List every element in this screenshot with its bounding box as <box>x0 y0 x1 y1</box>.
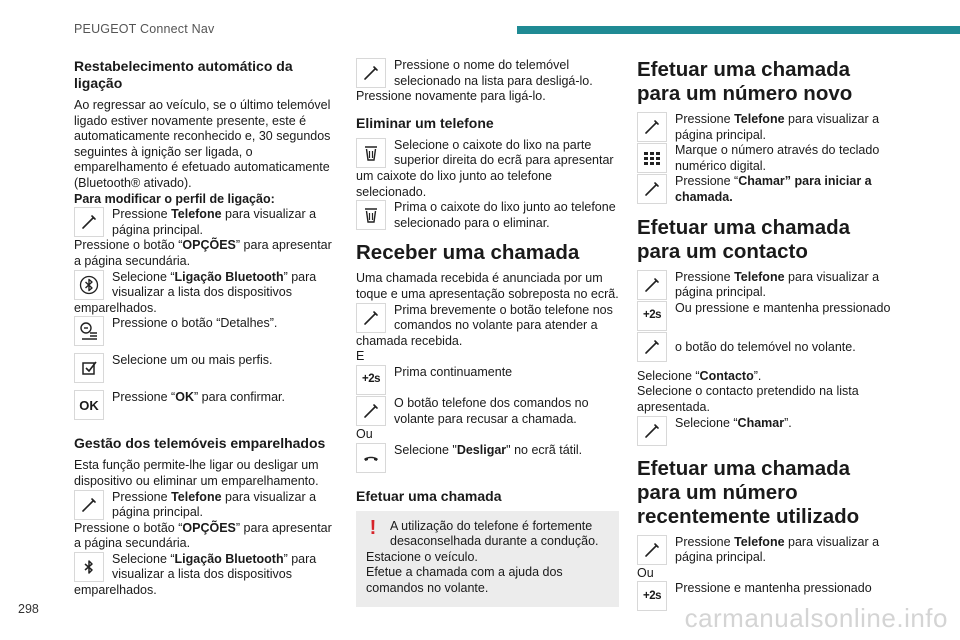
section-title-recent: Efetuar uma chamada para um número recentemente utilizado <box>637 456 860 528</box>
column-3 <box>637 58 899 612</box>
pencil-icon <box>637 535 667 565</box>
section-title-restore: Restabelecimento automático da ligação <box>74 58 293 91</box>
step-reject: O botão telefone dos comandos no volante para recusar a chamada. <box>356 396 619 427</box>
step-recent-telefone: Pressione Telefone para visualizar a página principal. <box>637 535 899 566</box>
step-contact-call: Selecione “Chamar”. <box>637 416 899 447</box>
step-manage-bluetooth: Selecione “Ligação Bluetooth” para visualizar a lista dos dispositivos emparelhados. <box>74 551 317 598</box>
step-new-telefone: Pressione Telefone para visualizar a página principal. <box>637 112 899 143</box>
pencil-icon <box>74 207 104 237</box>
step-press-name: Pressione o nome do telemóvel selecionado na lista para desligá-lo. <box>356 58 619 89</box>
hold-2s-icon: +2s <box>637 301 667 331</box>
pencil-icon <box>356 58 386 88</box>
step-ok: OK Pressione “OK” para confirmar. <box>74 390 336 421</box>
step-steering-button: o botão do telemóvel no volante. <box>637 332 899 363</box>
step-manage-options: Pressione o botão “OPÇÕES” para apresentar a página secundária. <box>74 520 332 551</box>
keypad-icon <box>637 143 667 173</box>
column-1 <box>74 58 336 599</box>
step-contact-telefone: Pressione Telefone para visualizar a página principal. <box>637 270 899 301</box>
warning-text-1: A utilização do telefone é fortemente desaconselhada durante a condução. <box>390 518 599 549</box>
press-again-text: Pressione novamente para ligá-lo. <box>356 89 546 104</box>
modify-profile-title: Para modificar o perfil de ligação: <box>74 191 275 206</box>
step-delete-select: Selecione o caixote do lixo na parte superior direita do ecrã para apresentar um caixote do lixo junto ao telefone selecionado. <box>356 137 614 199</box>
warning-text-2: Estacione o veículo. <box>366 549 478 564</box>
hold-2s-icon: +2s <box>637 581 667 611</box>
step-answer: Prima brevemente o botão telefone nos comandos no volante para atender a chamada recebida. <box>356 302 613 348</box>
select-contact-text: Selecione “Contacto”. <box>637 368 762 383</box>
pencil-icon <box>637 174 667 204</box>
ok-button-icon: OK <box>74 390 104 420</box>
pencil-icon <box>637 112 667 142</box>
pencil-icon <box>74 490 104 520</box>
step-keypad: Marque o número através do teclado numérico digital. <box>637 143 899 174</box>
header-accent-bar <box>517 26 960 34</box>
step-press-hold: +2s Prima continuamente <box>356 365 619 396</box>
page-header-title: PEUGEOT Connect Nav <box>74 22 215 36</box>
warning-box <box>356 511 619 607</box>
section-title-receive: Receber uma chamada <box>356 241 580 265</box>
trash-icon <box>356 200 386 230</box>
or-text: Ou <box>356 427 373 442</box>
step-hangup: Selecione "Desligar" no ecrã tátil. <box>356 443 619 474</box>
pencil-icon <box>637 332 667 362</box>
step-recent-hold: +2s Pressione e mantenha pressionado <box>637 581 899 612</box>
checkbox-icon <box>74 353 104 383</box>
step-bluetooth: Selecione “Ligação Bluetooth” para visualizar a lista dos dispositivos emparelhados. <box>74 269 317 315</box>
step-delete-press: Prima o caixote do lixo junto ao telefone selecionado para o eliminar. <box>356 200 619 231</box>
warning-icon: ! <box>369 518 377 539</box>
pencil-icon <box>356 303 386 333</box>
step-call: Pressione “Chamar” para iniciar a chamada. <box>637 174 899 205</box>
details-list-icon <box>74 316 104 346</box>
step-details: Pressione o botão “Detalhes”. <box>74 316 336 347</box>
pencil-icon <box>637 270 667 300</box>
section-title-manage: Gestão dos telemóveis emparelhados <box>74 435 326 452</box>
column-2 <box>356 58 619 607</box>
manage-text: Esta função permite-lhe ligar ou desligar um dispositivo ou eliminar um emparelhamento. <box>74 458 319 488</box>
pencil-icon <box>356 396 386 426</box>
step-press-telefone: Pressione Telefone para visualizar a página principal. <box>74 207 336 238</box>
hang-up-icon <box>356 443 386 473</box>
step-select-profiles: Selecione um ou mais perfis. <box>74 353 336 384</box>
step-manage-telefone: Pressione Telefone para visualizar a página principal. <box>74 490 336 521</box>
hold-2s-icon: +2s <box>356 365 386 395</box>
section-title-new-number: Efetuar uma chamada para um número novo <box>637 58 853 105</box>
receive-text: Uma chamada recebida é anunciada por um toque e uma apresentação sobreposta no ecrã. <box>356 271 619 301</box>
pencil-icon <box>637 416 667 446</box>
and-text: E <box>356 349 365 364</box>
section-title-contact: Efetuar uma chamada para um contacto <box>637 215 851 263</box>
page-number: 298 <box>18 602 39 616</box>
recent-or-text: Ou <box>637 565 654 580</box>
step-contact-hold: +2s Ou pressione e mantenha pressionado <box>637 301 899 332</box>
select-desired-contact-text: Selecione o contacto pretendido na lista apresentada. <box>637 384 859 414</box>
bluetooth-icon <box>74 552 104 582</box>
section-title-make-call: Efetuar uma chamada <box>356 487 502 504</box>
section-title-delete: Eliminar um telefone <box>356 114 494 131</box>
warning-text-3: Efetue a chamada com a ajuda dos comandos no volante. <box>366 565 563 596</box>
step-options: Pressione o botão “OPÇÕES” para apresentar a página secundária. <box>74 238 332 268</box>
restore-text: Ao regressar ao veículo, se o último telemóvel ligado estiver novamente presente, este é automaticamente reconhecido e, 30 segundos seguintes à ignição ser ligada, o emparelhamento é efetuado automaticamente (Bluetooth® ativado). <box>74 98 331 190</box>
bluetooth-icon <box>74 270 104 300</box>
trash-icon <box>356 138 386 168</box>
watermark: carmanualsonline.info <box>684 603 948 633</box>
